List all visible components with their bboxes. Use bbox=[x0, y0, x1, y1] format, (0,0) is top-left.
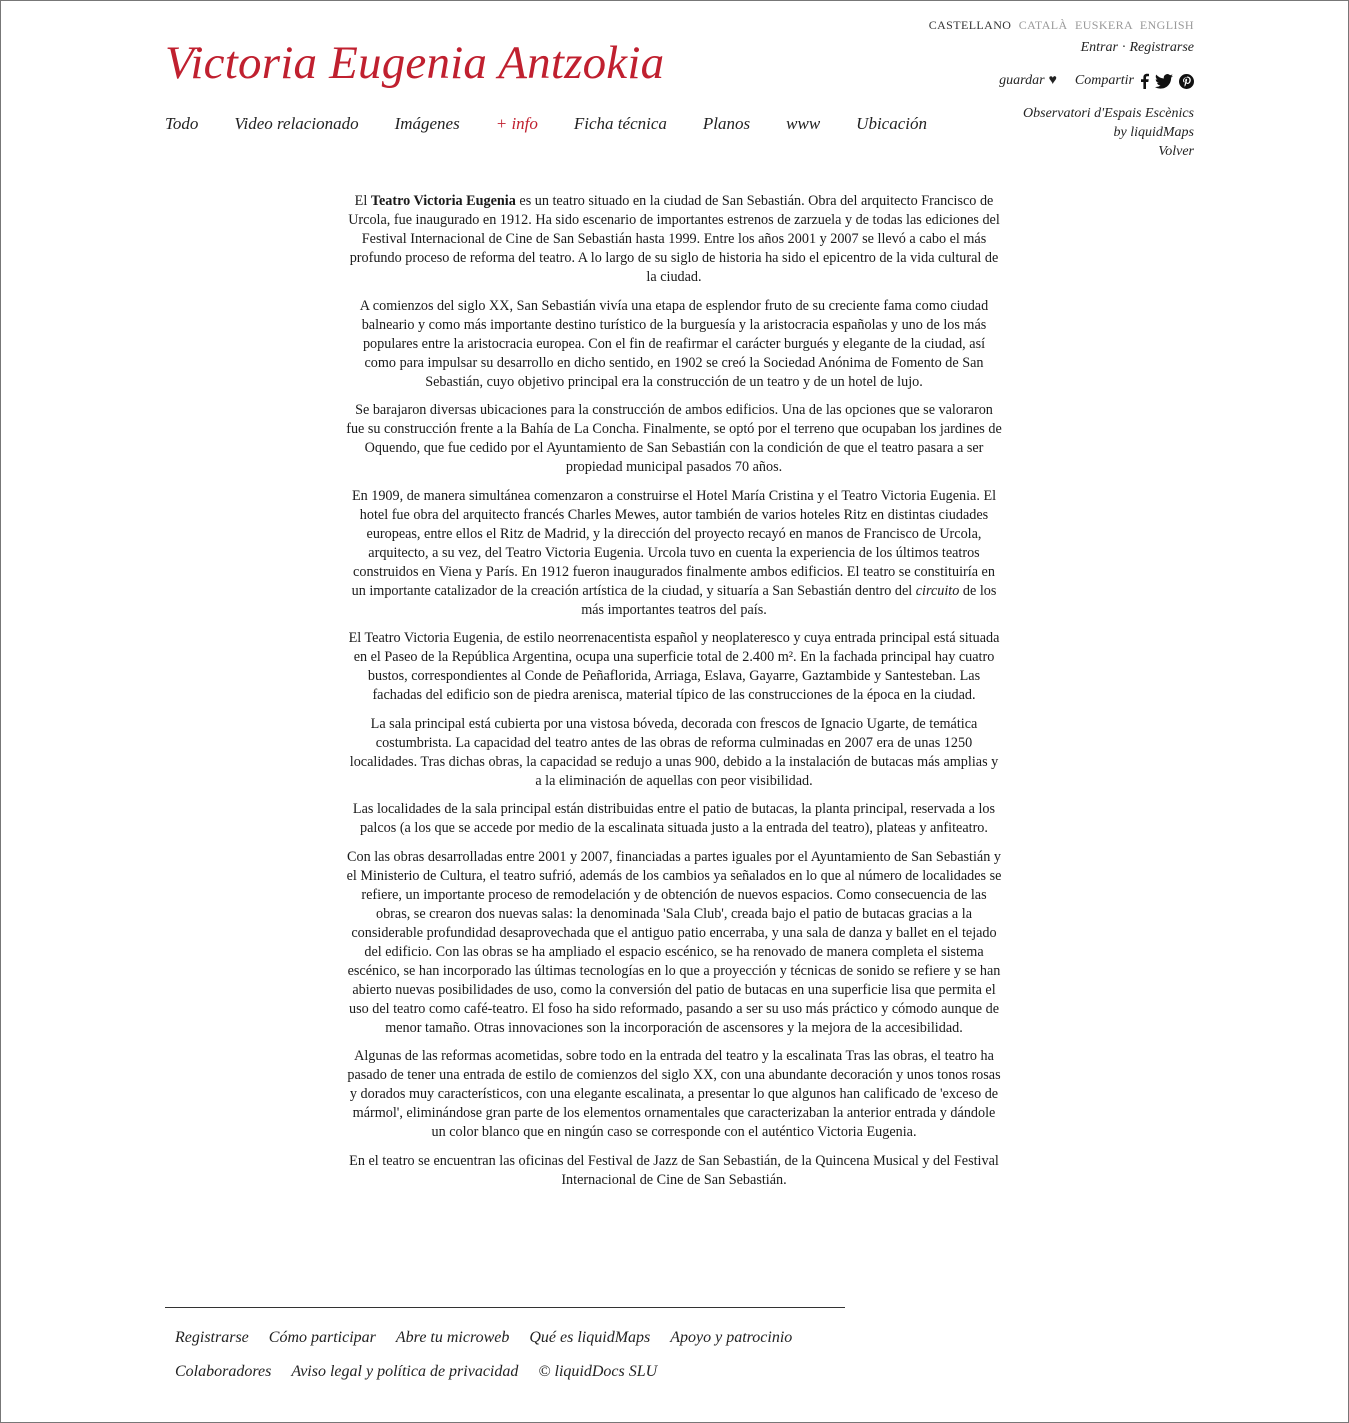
login-link[interactable]: Entrar bbox=[1080, 40, 1118, 55]
save-label: guardar bbox=[999, 73, 1045, 88]
theatre-name: Teatro Victoria Eugenia bbox=[370, 193, 516, 209]
paragraph-8: Con las obras desarrolladas entre 2001 y 2007, financiadas a partes iguales por el Ayuntamiento de San Sebastián y el Ministerio de Cultura, el teatro sufrió, además de los cambios ya señalados en lo que al número de localidades se refiere, un importante proceso de remodelación y de obtención de nuevos espacios. Como consecuencia de las obras, se crearon dos nuevas salas: la denominada 'Sala Club', creada bajo el patio de butacas gracias a la considerable profundidad desaprovechada que el antiguo patio encerraba, y una sala de danza y ballet en el tejado del edificio. Con las obras se ha ampliado el espacio escénico, se ha renovado de manera completa el sistema escénico, se han incorporado las últimas tecnologías en lo que a proyección y técnicas de sonido se refiere y se han abierto nuevas posibilidades de uso, como la conversión del patio de butacas en una superficie lisa que permita el uso del teatro como café-teatro. El foso ha sido reformado, pasando a ser su uso más práctico y cómodo aunque de menor tamaño. Otras innovaciones son la incorporación de ascensores y la mejora de la accesibilidad. bbox=[346, 848, 1002, 1036]
paragraph-3: Se barajaron diversas ubicaciones para la construcción de ambos edificios. Una de las opciones que se valoraron fue su construcción frente a la Bahía de La Concha. Finalmente, se optó por el terreno que ocupaban los jardines de Oquendo, que fue cedido por el Ayuntamiento de San Sebastián con la condición de que el teatro pasara a ser propiedad municipal pasados 70 años. bbox=[346, 402, 1002, 475]
footer bbox=[175, 1321, 915, 1389]
p1-rest: es un teatro situado en la ciudad de San Sebastián. Obra del arquitecto Francisco de Urcola, fue inaugurado en 1912. Ha sido escenario de importantes estrenos de zarzuela y de todas las ediciones del Festival Internacional de Cine de San Sebastián hasta 1999. Entre los años 2001 y 2007 se llevó a cabo el más profundo proceso de reforma del teatro. A lo largo de su siglo de historia ha sido el epicentro de la vida cultural de la ciudad. bbox=[348, 193, 1000, 285]
paragraph-5: El Teatro Victoria Eugenia, de estilo neorrenacentista español y neoplateresco y cuya entrada principal está situada en el Paseo de la República Argentina, ocupa una superficie total de 2.400 m². En la fachada principal hay cuatro bustos, correspondientes al Conde de Peñaflorida, Arriaga, Eslava, Gayarre, Gaztambide y Santesteban. Las fachadas del edificio son de piedra arenisca, material típico de las construcciones de la época en la ciudad. bbox=[348, 630, 1000, 703]
nav-item-todo[interactable]: Todo bbox=[165, 114, 199, 133]
social-bar bbox=[999, 73, 1194, 89]
nav-item-www[interactable]: www bbox=[786, 114, 821, 133]
lang-castellano[interactable]: CASTELLANO bbox=[928, 18, 1012, 32]
main-nav bbox=[165, 114, 963, 134]
save-button[interactable] bbox=[999, 73, 1057, 89]
paragraph-4 bbox=[346, 487, 1002, 620]
observatory-block bbox=[1023, 104, 1194, 161]
paragraph-10: En el teatro se encuentran las oficinas del Festival de Jazz de San Sebastián, de la Quincena Musical y del Festival Internacional de Cine de San Sebastián. bbox=[349, 1152, 999, 1188]
footer-copyright: © liquidDocs SLU bbox=[538, 1363, 658, 1380]
lang-euskera[interactable]: EUSKERA bbox=[1074, 18, 1133, 32]
footer-link-como-participar[interactable]: Cómo participar bbox=[268, 1329, 376, 1346]
nav-item-imagenes[interactable]: Imágenes bbox=[394, 114, 460, 133]
footer-divider bbox=[165, 1307, 845, 1308]
nav-item-info[interactable]: + info bbox=[495, 114, 538, 133]
paragraph-7: Las localidades de la sala principal están distribuidas entre el patio de butacas, la planta principal, reservada a los palcos (a los que se accede por medio de la escalinata situada justo a la entrada del teatro), plateas y anfiteatro. bbox=[352, 801, 996, 836]
pinterest-icon[interactable] bbox=[1179, 74, 1194, 89]
nav-item-ficha-tecnica[interactable]: Ficha técnica bbox=[573, 114, 667, 133]
nav-item-video[interactable]: Video relacionado bbox=[234, 114, 359, 133]
p4-end: de los más importantes teatros del país. bbox=[581, 582, 997, 618]
facebook-icon[interactable] bbox=[1140, 73, 1149, 89]
article-body bbox=[346, 192, 1002, 1199]
p4-italic: circuito bbox=[915, 582, 960, 599]
site-title[interactable]: Victoria Eugenia Antzokia bbox=[165, 37, 665, 89]
paragraph-1 bbox=[346, 192, 1002, 287]
footer-link-registrarse[interactable]: Registrarse bbox=[175, 1329, 249, 1346]
observatory-link[interactable]: Observatori d'Espais Escènics bbox=[1023, 106, 1194, 121]
lang-english[interactable]: ENGLISH bbox=[1139, 18, 1194, 32]
paragraph-9: Algunas de las reformas acometidas, sobre todo en la entrada del teatro y la escalinata Tras las obras, el teatro ha pasado de tener una entrada de estilo de comienzos del siglo XX, con una abundante decoración y unos tonos rosas y dorados muy característicos, con una elegante escalinata, a presentar lo que algunos han calificado de 'exceso de mármol', eliminándose gran parte de los elementos ornamentales que caracterizaban la anterior entrada y dándole un color blanco que en ningún caso se corresponde con el auténtico Victoria Eugenia. bbox=[347, 1048, 1001, 1140]
auth-separator: · bbox=[1121, 40, 1126, 55]
share-label: Compartir bbox=[1074, 73, 1134, 88]
nav-item-planos[interactable]: Planos bbox=[702, 114, 751, 133]
twitter-icon[interactable] bbox=[1155, 74, 1173, 89]
nav-item-ubicacion[interactable]: Ubicación bbox=[856, 114, 927, 133]
language-selector bbox=[925, 18, 1194, 33]
footer-link-microweb[interactable]: Abre tu microweb bbox=[395, 1329, 510, 1346]
heart-icon: ♥ bbox=[1048, 73, 1057, 88]
paragraph-2: A comienzos del siglo XX, San Sebastián vivía una etapa de esplendor fruto de su creciente fama como ciudad balneario y como más importante destino turístico de la burguesía y la aristocracia españolas y uno de los más populares entre la aristocracia europea. Con el fin de reafirmar el carácter burgués y elegante de la ciudad, así como para impulsar su desarrollo en dicho sentido, en 1902 se creó la Sociedad Anónima de Fomento de San Sebastián, cuyo objetivo principal era la construcción de un teatro y de un hotel de lujo. bbox=[359, 297, 989, 390]
observatory-byline[interactable]: by liquidMaps bbox=[1113, 125, 1194, 140]
lang-catala[interactable]: CATALÀ bbox=[1018, 18, 1068, 32]
register-link[interactable]: Registrarse bbox=[1129, 40, 1194, 55]
p1-intro: El bbox=[354, 193, 371, 209]
footer-link-apoyo[interactable]: Apoyo y patrocinio bbox=[670, 1329, 793, 1346]
back-link[interactable]: Volver bbox=[1158, 144, 1194, 159]
footer-link-que-es[interactable]: Qué es liquidMaps bbox=[529, 1329, 651, 1346]
footer-link-colaboradores[interactable]: Colaboradores bbox=[175, 1363, 272, 1380]
footer-link-aviso-legal[interactable]: Aviso legal y política de privacidad bbox=[291, 1363, 519, 1380]
auth-links bbox=[1081, 40, 1194, 56]
p4-main: En 1909, de manera simultánea comenzaron a construirse el Hotel María Cristina y el Teatro Victoria Eugenia. El hotel fue obra del arquitecto francés Charles Mewes, autor también de varios hoteles Ritz en distintas ciudades europeas, entre ellos el Ritz de Madrid, y la dirección del proyecto recayó en manos de Francisco de Urcola, arquitecto, a su vez, del Teatro Victoria Eugenia. Urcola tuvo en cuenta la experiencia de los últimos teatros construidos en Viena y París. En 1912 fueron inaugurados finalmente ambos edificios. El teatro se constituiría en un importante catalizador de la creación artística de la ciudad, y situaría a San Sebastián dentro del bbox=[351, 487, 997, 599]
paragraph-6: La sala principal está cubierta por una vistosa bóveda, decorada con frescos de Ignacio Ugarte, de temática costumbrista. La capacidad del teatro antes de las obras de reforma culminadas en 2007 era de unas 1250 localidades. Tras dichas obras, la capacidad se redujo a unas 900, debido a la instalación de butacas más amplias y a la eliminación de aquellas con peor visibilidad. bbox=[349, 715, 999, 789]
